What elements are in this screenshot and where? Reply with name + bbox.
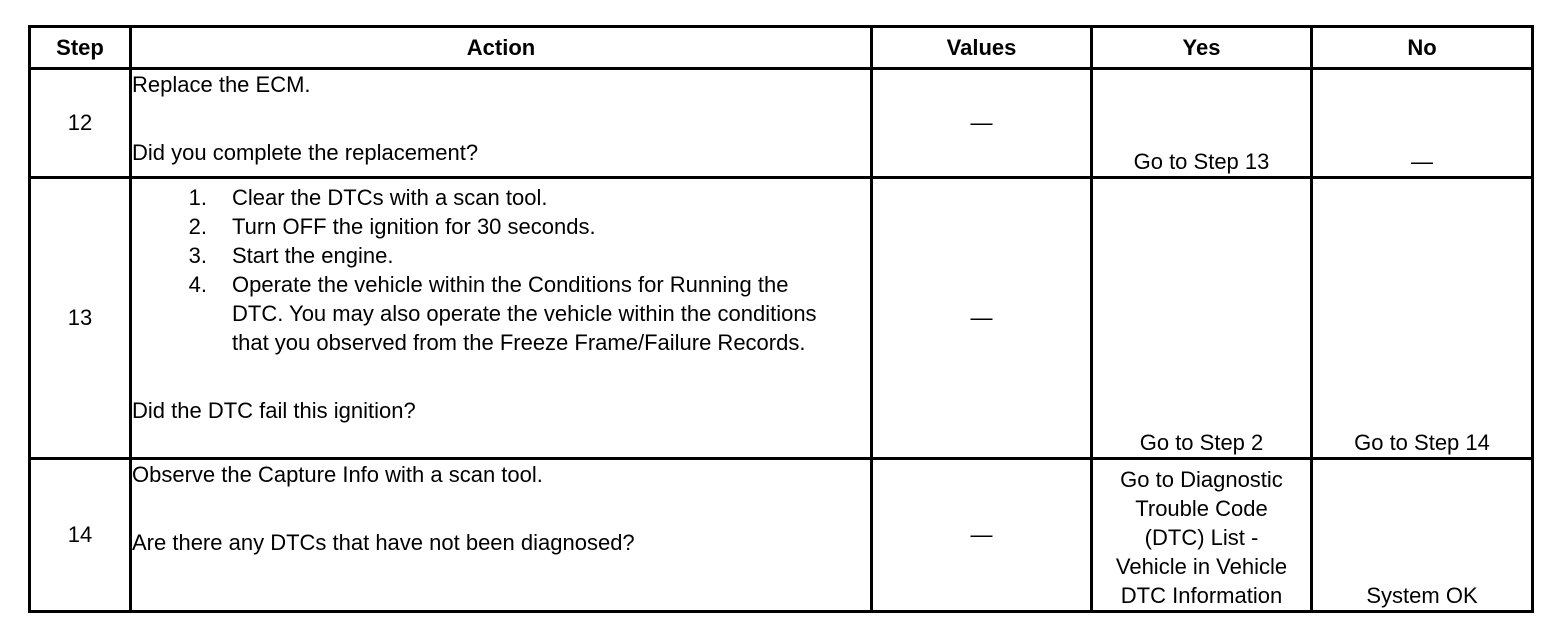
- list-item-text: Start the engine.: [232, 243, 394, 268]
- yes-cell: [1092, 459, 1312, 612]
- yes-line: Vehicle in Vehicle: [1115, 554, 1288, 579]
- list-item-number: 2.: [188, 214, 207, 239]
- header-action: Action: [131, 27, 872, 69]
- no-cell: —: [1312, 69, 1533, 178]
- action-question: Did you complete the replacement?: [132, 140, 479, 165]
- no-cell: Go to Step 14: [1312, 178, 1533, 459]
- list-item: [132, 183, 870, 212]
- action-instruction: Observe the Capture Info with a scan tool.: [132, 462, 543, 487]
- diagnostic-table: [28, 25, 1534, 613]
- list-item-number: 3.: [188, 243, 207, 268]
- table-row: [30, 178, 1533, 459]
- header-values: Values: [872, 27, 1092, 69]
- list-item: [132, 241, 870, 270]
- action-cell: [131, 178, 872, 459]
- yes-line: Go to Diagnostic: [1120, 467, 1283, 492]
- list-item: [132, 212, 870, 241]
- yes-cell: Go to Step 2: [1092, 178, 1312, 459]
- no-cell: System OK: [1312, 459, 1533, 612]
- header-yes: Yes: [1092, 27, 1312, 69]
- list-item-text: Clear the DTCs with a scan tool.: [232, 185, 548, 210]
- list-item-number: 4.: [188, 272, 207, 297]
- step-number: 12: [30, 69, 131, 178]
- step-number: 13: [30, 178, 131, 459]
- table-row: [30, 459, 1533, 612]
- action-cell: [131, 69, 872, 178]
- yes-line: Trouble Code: [1135, 496, 1268, 521]
- values-cell: —: [872, 69, 1092, 178]
- table-row: [30, 69, 1533, 178]
- action-steps-list: [132, 183, 870, 357]
- yes-line: DTC Information: [1120, 583, 1283, 608]
- values-cell: —: [872, 178, 1092, 459]
- yes-line: (DTC) List -: [1144, 525, 1259, 550]
- list-item-number: 1.: [188, 185, 207, 210]
- header-step: Step: [30, 27, 131, 69]
- values-cell: —: [872, 459, 1092, 612]
- list-item: [132, 270, 870, 357]
- header-row: [30, 27, 1533, 69]
- header-no: No: [1312, 27, 1533, 69]
- action-cell: [131, 459, 872, 612]
- action-instruction: Replace the ECM.: [132, 72, 311, 97]
- action-question: Are there any DTCs that have not been diagnosed?: [132, 530, 635, 555]
- step-number: 14: [30, 459, 131, 612]
- list-item-text: Operate the vehicle within the Conditions for Running the DTC. You may also operate the vehicle within the conditions that you observed from the Freeze Frame/Failure Records.: [232, 272, 817, 355]
- yes-cell: Go to Step 13: [1092, 69, 1312, 178]
- action-question: Did the DTC fail this ignition?: [132, 398, 416, 423]
- list-item-text: Turn OFF the ignition for 30 seconds.: [232, 214, 596, 239]
